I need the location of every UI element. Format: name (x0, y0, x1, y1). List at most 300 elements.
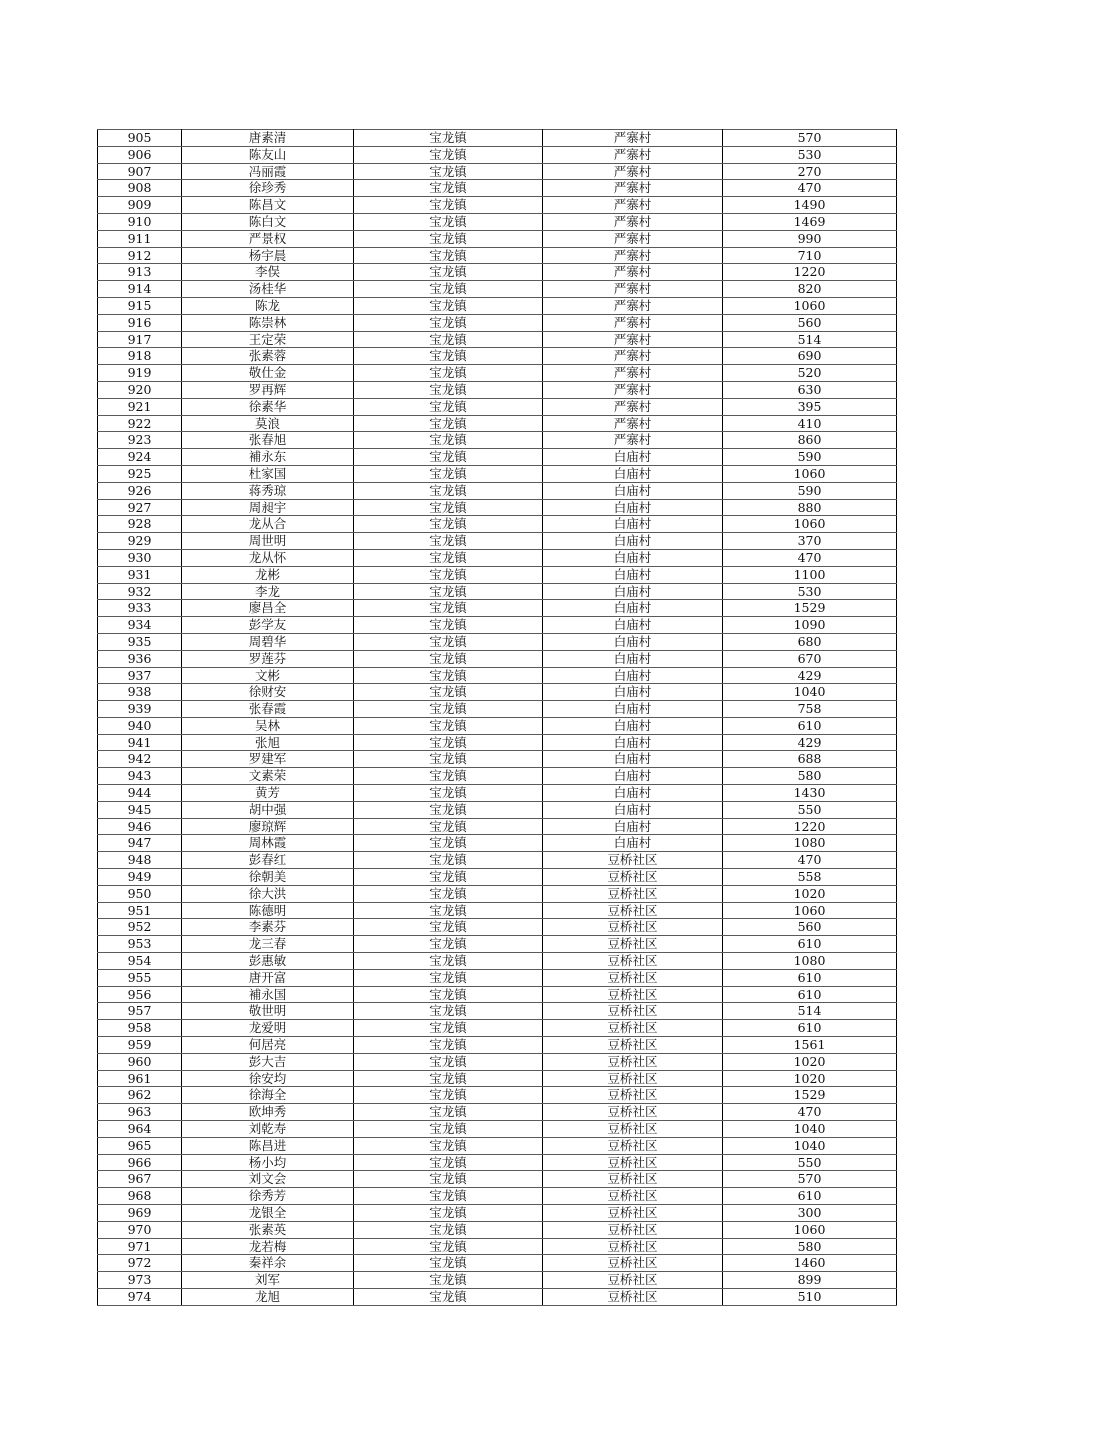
amount-cell: 630 (723, 381, 897, 398)
row-number-cell: 973 (98, 1272, 182, 1289)
town-cell: 宝龙镇 (354, 197, 543, 214)
town-cell: 宝龙镇 (354, 348, 543, 365)
table-row (98, 130, 897, 147)
town-cell: 宝龙镇 (354, 180, 543, 197)
name-cell: 周世明 (182, 533, 354, 550)
name-cell: 龙三春 (182, 936, 354, 953)
name-cell: 徐财安 (182, 684, 354, 701)
table-row (98, 633, 897, 650)
name-cell: 徐秀芳 (182, 1188, 354, 1205)
row-number-cell: 941 (98, 734, 182, 751)
row-number-cell: 926 (98, 482, 182, 499)
row-number-cell: 964 (98, 1121, 182, 1138)
row-number-cell: 966 (98, 1154, 182, 1171)
town-cell: 宝龙镇 (354, 818, 543, 835)
town-cell: 宝龙镇 (354, 247, 543, 264)
village-cell: 白庙村 (543, 482, 723, 499)
amount-cell: 570 (723, 130, 897, 147)
name-cell: 刘文会 (182, 1171, 354, 1188)
village-cell: 白庙村 (543, 684, 723, 701)
name-cell: 吴林 (182, 717, 354, 734)
row-number-cell: 924 (98, 449, 182, 466)
table-row (98, 549, 897, 566)
village-cell: 豆桥社区 (543, 936, 723, 953)
row-number-cell: 918 (98, 348, 182, 365)
name-cell: 李素芬 (182, 919, 354, 936)
name-cell: 陈昌文 (182, 197, 354, 214)
row-number-cell: 945 (98, 801, 182, 818)
amount-cell: 590 (723, 482, 897, 499)
table-row (98, 1003, 897, 1020)
village-cell: 白庙村 (543, 650, 723, 667)
amount-cell: 429 (723, 667, 897, 684)
amount-cell: 1040 (723, 1121, 897, 1138)
row-number-cell: 909 (98, 197, 182, 214)
table-row (98, 684, 897, 701)
row-number-cell: 920 (98, 381, 182, 398)
amount-cell: 1060 (723, 516, 897, 533)
table-row (98, 1037, 897, 1054)
table-row (98, 331, 897, 348)
amount-cell: 610 (723, 1188, 897, 1205)
table-row (98, 297, 897, 314)
town-cell: 宝龙镇 (354, 264, 543, 281)
name-cell: 罗建军 (182, 751, 354, 768)
amount-cell: 1020 (723, 1070, 897, 1087)
table-row (98, 1171, 897, 1188)
town-cell: 宝龙镇 (354, 1037, 543, 1054)
town-cell: 宝龙镇 (354, 785, 543, 802)
table-row (98, 650, 897, 667)
town-cell: 宝龙镇 (354, 499, 543, 516)
row-number-cell: 905 (98, 130, 182, 147)
amount-cell: 1100 (723, 566, 897, 583)
amount-cell: 514 (723, 1003, 897, 1020)
village-cell: 豆桥社区 (543, 1003, 723, 1020)
table-row (98, 146, 897, 163)
village-cell: 豆桥社区 (543, 1104, 723, 1121)
village-cell: 白庙村 (543, 617, 723, 634)
table-row (98, 230, 897, 247)
amount-cell: 429 (723, 734, 897, 751)
row-number-cell: 956 (98, 986, 182, 1003)
table-row (98, 936, 897, 953)
village-cell: 白庙村 (543, 549, 723, 566)
row-number-cell: 915 (98, 297, 182, 314)
table-row (98, 365, 897, 382)
town-cell: 宝龙镇 (354, 213, 543, 230)
amount-cell: 1060 (723, 297, 897, 314)
town-cell: 宝龙镇 (354, 1221, 543, 1238)
table-row (98, 885, 897, 902)
table-row (98, 398, 897, 415)
village-cell: 白庙村 (543, 449, 723, 466)
name-cell: 龙旭 (182, 1288, 354, 1305)
name-cell: 张春旭 (182, 432, 354, 449)
village-cell: 白庙村 (543, 499, 723, 516)
village-cell: 白庙村 (543, 583, 723, 600)
town-cell: 宝龙镇 (354, 768, 543, 785)
table-row (98, 533, 897, 550)
name-cell: 李俣 (182, 264, 354, 281)
name-cell: 胡中强 (182, 801, 354, 818)
name-cell: 陈白文 (182, 213, 354, 230)
row-number-cell: 939 (98, 701, 182, 718)
town-cell: 宝龙镇 (354, 684, 543, 701)
row-number-cell: 911 (98, 230, 182, 247)
row-number-cell: 913 (98, 264, 182, 281)
table-row (98, 482, 897, 499)
row-number-cell: 936 (98, 650, 182, 667)
name-cell: 王定荣 (182, 331, 354, 348)
table-row (98, 180, 897, 197)
amount-cell: 560 (723, 919, 897, 936)
town-cell: 宝龙镇 (354, 583, 543, 600)
table-row (98, 1221, 897, 1238)
row-number-cell: 917 (98, 331, 182, 348)
village-cell: 豆桥社区 (543, 1221, 723, 1238)
name-cell: 徐海全 (182, 1087, 354, 1104)
row-number-cell: 946 (98, 818, 182, 835)
row-number-cell: 955 (98, 969, 182, 986)
table-row (98, 415, 897, 432)
amount-cell: 1060 (723, 902, 897, 919)
amount-cell: 1020 (723, 885, 897, 902)
name-cell: 张旭 (182, 734, 354, 751)
amount-cell: 510 (723, 1288, 897, 1305)
name-cell: 欧坤秀 (182, 1104, 354, 1121)
town-cell: 宝龙镇 (354, 1121, 543, 1138)
table-row (98, 381, 897, 398)
town-cell: 宝龙镇 (354, 365, 543, 382)
name-cell: 龙彬 (182, 566, 354, 583)
row-number-cell: 953 (98, 936, 182, 953)
town-cell: 宝龙镇 (354, 398, 543, 415)
amount-cell: 680 (723, 633, 897, 650)
table-row (98, 1104, 897, 1121)
village-cell: 白庙村 (543, 633, 723, 650)
row-number-cell: 954 (98, 953, 182, 970)
row-number-cell: 965 (98, 1137, 182, 1154)
amount-cell: 270 (723, 163, 897, 180)
town-cell: 宝龙镇 (354, 465, 543, 482)
amount-cell: 1040 (723, 1137, 897, 1154)
town-cell: 宝龙镇 (354, 331, 543, 348)
row-number-cell: 943 (98, 768, 182, 785)
row-number-cell: 916 (98, 314, 182, 331)
name-cell: 张素蓉 (182, 348, 354, 365)
name-cell: 罗再辉 (182, 381, 354, 398)
village-cell: 严寨村 (543, 314, 723, 331)
name-cell: 彭春红 (182, 852, 354, 869)
town-cell: 宝龙镇 (354, 130, 543, 147)
town-cell: 宝龙镇 (354, 1020, 543, 1037)
amount-cell: 470 (723, 852, 897, 869)
amount-cell: 580 (723, 1238, 897, 1255)
table-row (98, 751, 897, 768)
table-row (98, 499, 897, 516)
village-cell: 豆桥社区 (543, 885, 723, 902)
name-cell: 文彬 (182, 667, 354, 684)
village-cell: 豆桥社区 (543, 953, 723, 970)
name-cell: 彭惠敏 (182, 953, 354, 970)
table-row (98, 600, 897, 617)
table-row (98, 667, 897, 684)
town-cell: 宝龙镇 (354, 516, 543, 533)
table-row (98, 348, 897, 365)
village-cell: 严寨村 (543, 213, 723, 230)
name-cell: 龙若梅 (182, 1238, 354, 1255)
amount-cell: 610 (723, 936, 897, 953)
village-cell: 豆桥社区 (543, 1188, 723, 1205)
town-cell: 宝龙镇 (354, 650, 543, 667)
table-row (98, 247, 897, 264)
village-cell: 豆桥社区 (543, 869, 723, 886)
table-row (98, 768, 897, 785)
amount-cell: 990 (723, 230, 897, 247)
row-number-cell: 935 (98, 633, 182, 650)
row-number-cell: 928 (98, 516, 182, 533)
row-number-cell: 923 (98, 432, 182, 449)
town-cell: 宝龙镇 (354, 1087, 543, 1104)
town-cell: 宝龙镇 (354, 734, 543, 751)
town-cell: 宝龙镇 (354, 1188, 543, 1205)
name-cell: 徐安均 (182, 1070, 354, 1087)
town-cell: 宝龙镇 (354, 381, 543, 398)
town-cell: 宝龙镇 (354, 986, 543, 1003)
town-cell: 宝龙镇 (354, 835, 543, 852)
amount-cell: 370 (723, 533, 897, 550)
table-row (98, 1020, 897, 1037)
name-cell: 彭大吉 (182, 1053, 354, 1070)
village-cell: 豆桥社区 (543, 1171, 723, 1188)
town-cell: 宝龙镇 (354, 449, 543, 466)
amount-cell: 550 (723, 801, 897, 818)
village-cell: 白庙村 (543, 516, 723, 533)
amount-cell: 688 (723, 751, 897, 768)
name-cell: 汤桂华 (182, 281, 354, 298)
village-cell: 严寨村 (543, 415, 723, 432)
row-number-cell: 967 (98, 1171, 182, 1188)
name-cell: 陈龙 (182, 297, 354, 314)
table-row (98, 1053, 897, 1070)
amount-cell: 558 (723, 869, 897, 886)
town-cell: 宝龙镇 (354, 1171, 543, 1188)
village-cell: 白庙村 (543, 835, 723, 852)
amount-cell: 670 (723, 650, 897, 667)
village-cell: 白庙村 (543, 801, 723, 818)
row-number-cell: 951 (98, 902, 182, 919)
row-number-cell: 970 (98, 1221, 182, 1238)
village-cell: 豆桥社区 (543, 986, 723, 1003)
town-cell: 宝龙镇 (354, 667, 543, 684)
amount-cell: 1090 (723, 617, 897, 634)
table-row (98, 734, 897, 751)
amount-cell: 758 (723, 701, 897, 718)
row-number-cell: 947 (98, 835, 182, 852)
village-cell: 严寨村 (543, 348, 723, 365)
village-cell: 豆桥社区 (543, 1070, 723, 1087)
table-row (98, 1255, 897, 1272)
town-cell: 宝龙镇 (354, 163, 543, 180)
amount-cell: 1040 (723, 684, 897, 701)
amount-cell: 570 (723, 1171, 897, 1188)
village-cell: 白庙村 (543, 566, 723, 583)
village-cell: 白庙村 (543, 768, 723, 785)
town-cell: 宝龙镇 (354, 701, 543, 718)
name-cell: 严景权 (182, 230, 354, 247)
amount-cell: 530 (723, 583, 897, 600)
village-cell: 白庙村 (543, 600, 723, 617)
town-cell: 宝龙镇 (354, 1154, 543, 1171)
town-cell: 宝龙镇 (354, 146, 543, 163)
name-cell: 龙银全 (182, 1205, 354, 1222)
amount-cell: 470 (723, 1104, 897, 1121)
town-cell: 宝龙镇 (354, 1003, 543, 1020)
village-cell: 豆桥社区 (543, 1205, 723, 1222)
amount-cell: 410 (723, 415, 897, 432)
amount-cell: 300 (723, 1205, 897, 1222)
row-number-cell: 914 (98, 281, 182, 298)
row-number-cell: 963 (98, 1104, 182, 1121)
town-cell: 宝龙镇 (354, 549, 543, 566)
village-cell: 豆桥社区 (543, 1037, 723, 1054)
table-row (98, 449, 897, 466)
name-cell: 廖琼辉 (182, 818, 354, 835)
town-cell: 宝龙镇 (354, 432, 543, 449)
village-cell: 严寨村 (543, 180, 723, 197)
row-number-cell: 958 (98, 1020, 182, 1037)
row-number-cell: 949 (98, 869, 182, 886)
row-number-cell: 927 (98, 499, 182, 516)
row-number-cell: 957 (98, 1003, 182, 1020)
village-cell: 豆桥社区 (543, 1121, 723, 1138)
row-number-cell: 922 (98, 415, 182, 432)
name-cell: 敬仕金 (182, 365, 354, 382)
row-number-cell: 972 (98, 1255, 182, 1272)
table-row (98, 986, 897, 1003)
name-cell: 杜家国 (182, 465, 354, 482)
table-row (98, 163, 897, 180)
table-row (98, 835, 897, 852)
village-cell: 严寨村 (543, 146, 723, 163)
village-cell: 豆桥社区 (543, 902, 723, 919)
table-row (98, 197, 897, 214)
town-cell: 宝龙镇 (354, 885, 543, 902)
amount-cell: 1460 (723, 1255, 897, 1272)
village-cell: 豆桥社区 (543, 1288, 723, 1305)
amount-cell: 1060 (723, 465, 897, 482)
name-cell: 周林霞 (182, 835, 354, 852)
table-row (98, 1288, 897, 1305)
amount-cell: 1561 (723, 1037, 897, 1054)
row-number-cell: 952 (98, 919, 182, 936)
row-number-cell: 974 (98, 1288, 182, 1305)
village-cell: 豆桥社区 (543, 969, 723, 986)
table-row (98, 717, 897, 734)
town-cell: 宝龙镇 (354, 281, 543, 298)
town-cell: 宝龙镇 (354, 482, 543, 499)
village-cell: 豆桥社区 (543, 1053, 723, 1070)
town-cell: 宝龙镇 (354, 314, 543, 331)
town-cell: 宝龙镇 (354, 953, 543, 970)
town-cell: 宝龙镇 (354, 617, 543, 634)
table-row (98, 566, 897, 583)
name-cell: 何居亮 (182, 1037, 354, 1054)
town-cell: 宝龙镇 (354, 717, 543, 734)
name-cell: 龙从怀 (182, 549, 354, 566)
table-row (98, 869, 897, 886)
village-cell: 严寨村 (543, 381, 723, 398)
name-cell: 刘乾寿 (182, 1121, 354, 1138)
amount-cell: 1469 (723, 213, 897, 230)
table-row (98, 314, 897, 331)
amount-cell: 470 (723, 180, 897, 197)
village-cell: 白庙村 (543, 533, 723, 550)
name-cell: 唐开富 (182, 969, 354, 986)
amount-cell: 550 (723, 1154, 897, 1171)
town-cell: 宝龙镇 (354, 852, 543, 869)
village-cell: 严寨村 (543, 264, 723, 281)
name-cell: 陈昌进 (182, 1137, 354, 1154)
amount-cell: 820 (723, 281, 897, 298)
amount-cell: 610 (723, 986, 897, 1003)
town-cell: 宝龙镇 (354, 936, 543, 953)
row-number-cell: 960 (98, 1053, 182, 1070)
name-cell: 张素英 (182, 1221, 354, 1238)
row-number-cell: 950 (98, 885, 182, 902)
row-number-cell: 961 (98, 1070, 182, 1087)
town-cell: 宝龙镇 (354, 869, 543, 886)
table-row (98, 583, 897, 600)
town-cell: 宝龙镇 (354, 1272, 543, 1289)
village-cell: 白庙村 (543, 818, 723, 835)
row-number-cell: 971 (98, 1238, 182, 1255)
name-cell: 徐朝美 (182, 869, 354, 886)
village-cell: 严寨村 (543, 365, 723, 382)
table-row (98, 852, 897, 869)
row-number-cell: 942 (98, 751, 182, 768)
town-cell: 宝龙镇 (354, 1255, 543, 1272)
amount-cell: 1220 (723, 264, 897, 281)
row-number-cell: 933 (98, 600, 182, 617)
row-number-cell: 930 (98, 549, 182, 566)
amount-cell: 395 (723, 398, 897, 415)
row-number-cell: 908 (98, 180, 182, 197)
village-cell: 白庙村 (543, 465, 723, 482)
name-cell: 龙爱明 (182, 1020, 354, 1037)
name-cell: 文素荣 (182, 768, 354, 785)
table-row (98, 1070, 897, 1087)
village-cell: 豆桥社区 (543, 1154, 723, 1171)
village-cell: 严寨村 (543, 281, 723, 298)
village-cell: 严寨村 (543, 130, 723, 147)
table-row (98, 1205, 897, 1222)
town-cell: 宝龙镇 (354, 969, 543, 986)
table-row (98, 617, 897, 634)
name-cell: 徐大洪 (182, 885, 354, 902)
village-cell: 白庙村 (543, 701, 723, 718)
name-cell: 刘军 (182, 1272, 354, 1289)
row-number-cell: 925 (98, 465, 182, 482)
table-row (98, 953, 897, 970)
amount-cell: 1490 (723, 197, 897, 214)
town-cell: 宝龙镇 (354, 533, 543, 550)
table-row (98, 213, 897, 230)
table-row (98, 1154, 897, 1171)
table-row (98, 1121, 897, 1138)
table-row (98, 919, 897, 936)
